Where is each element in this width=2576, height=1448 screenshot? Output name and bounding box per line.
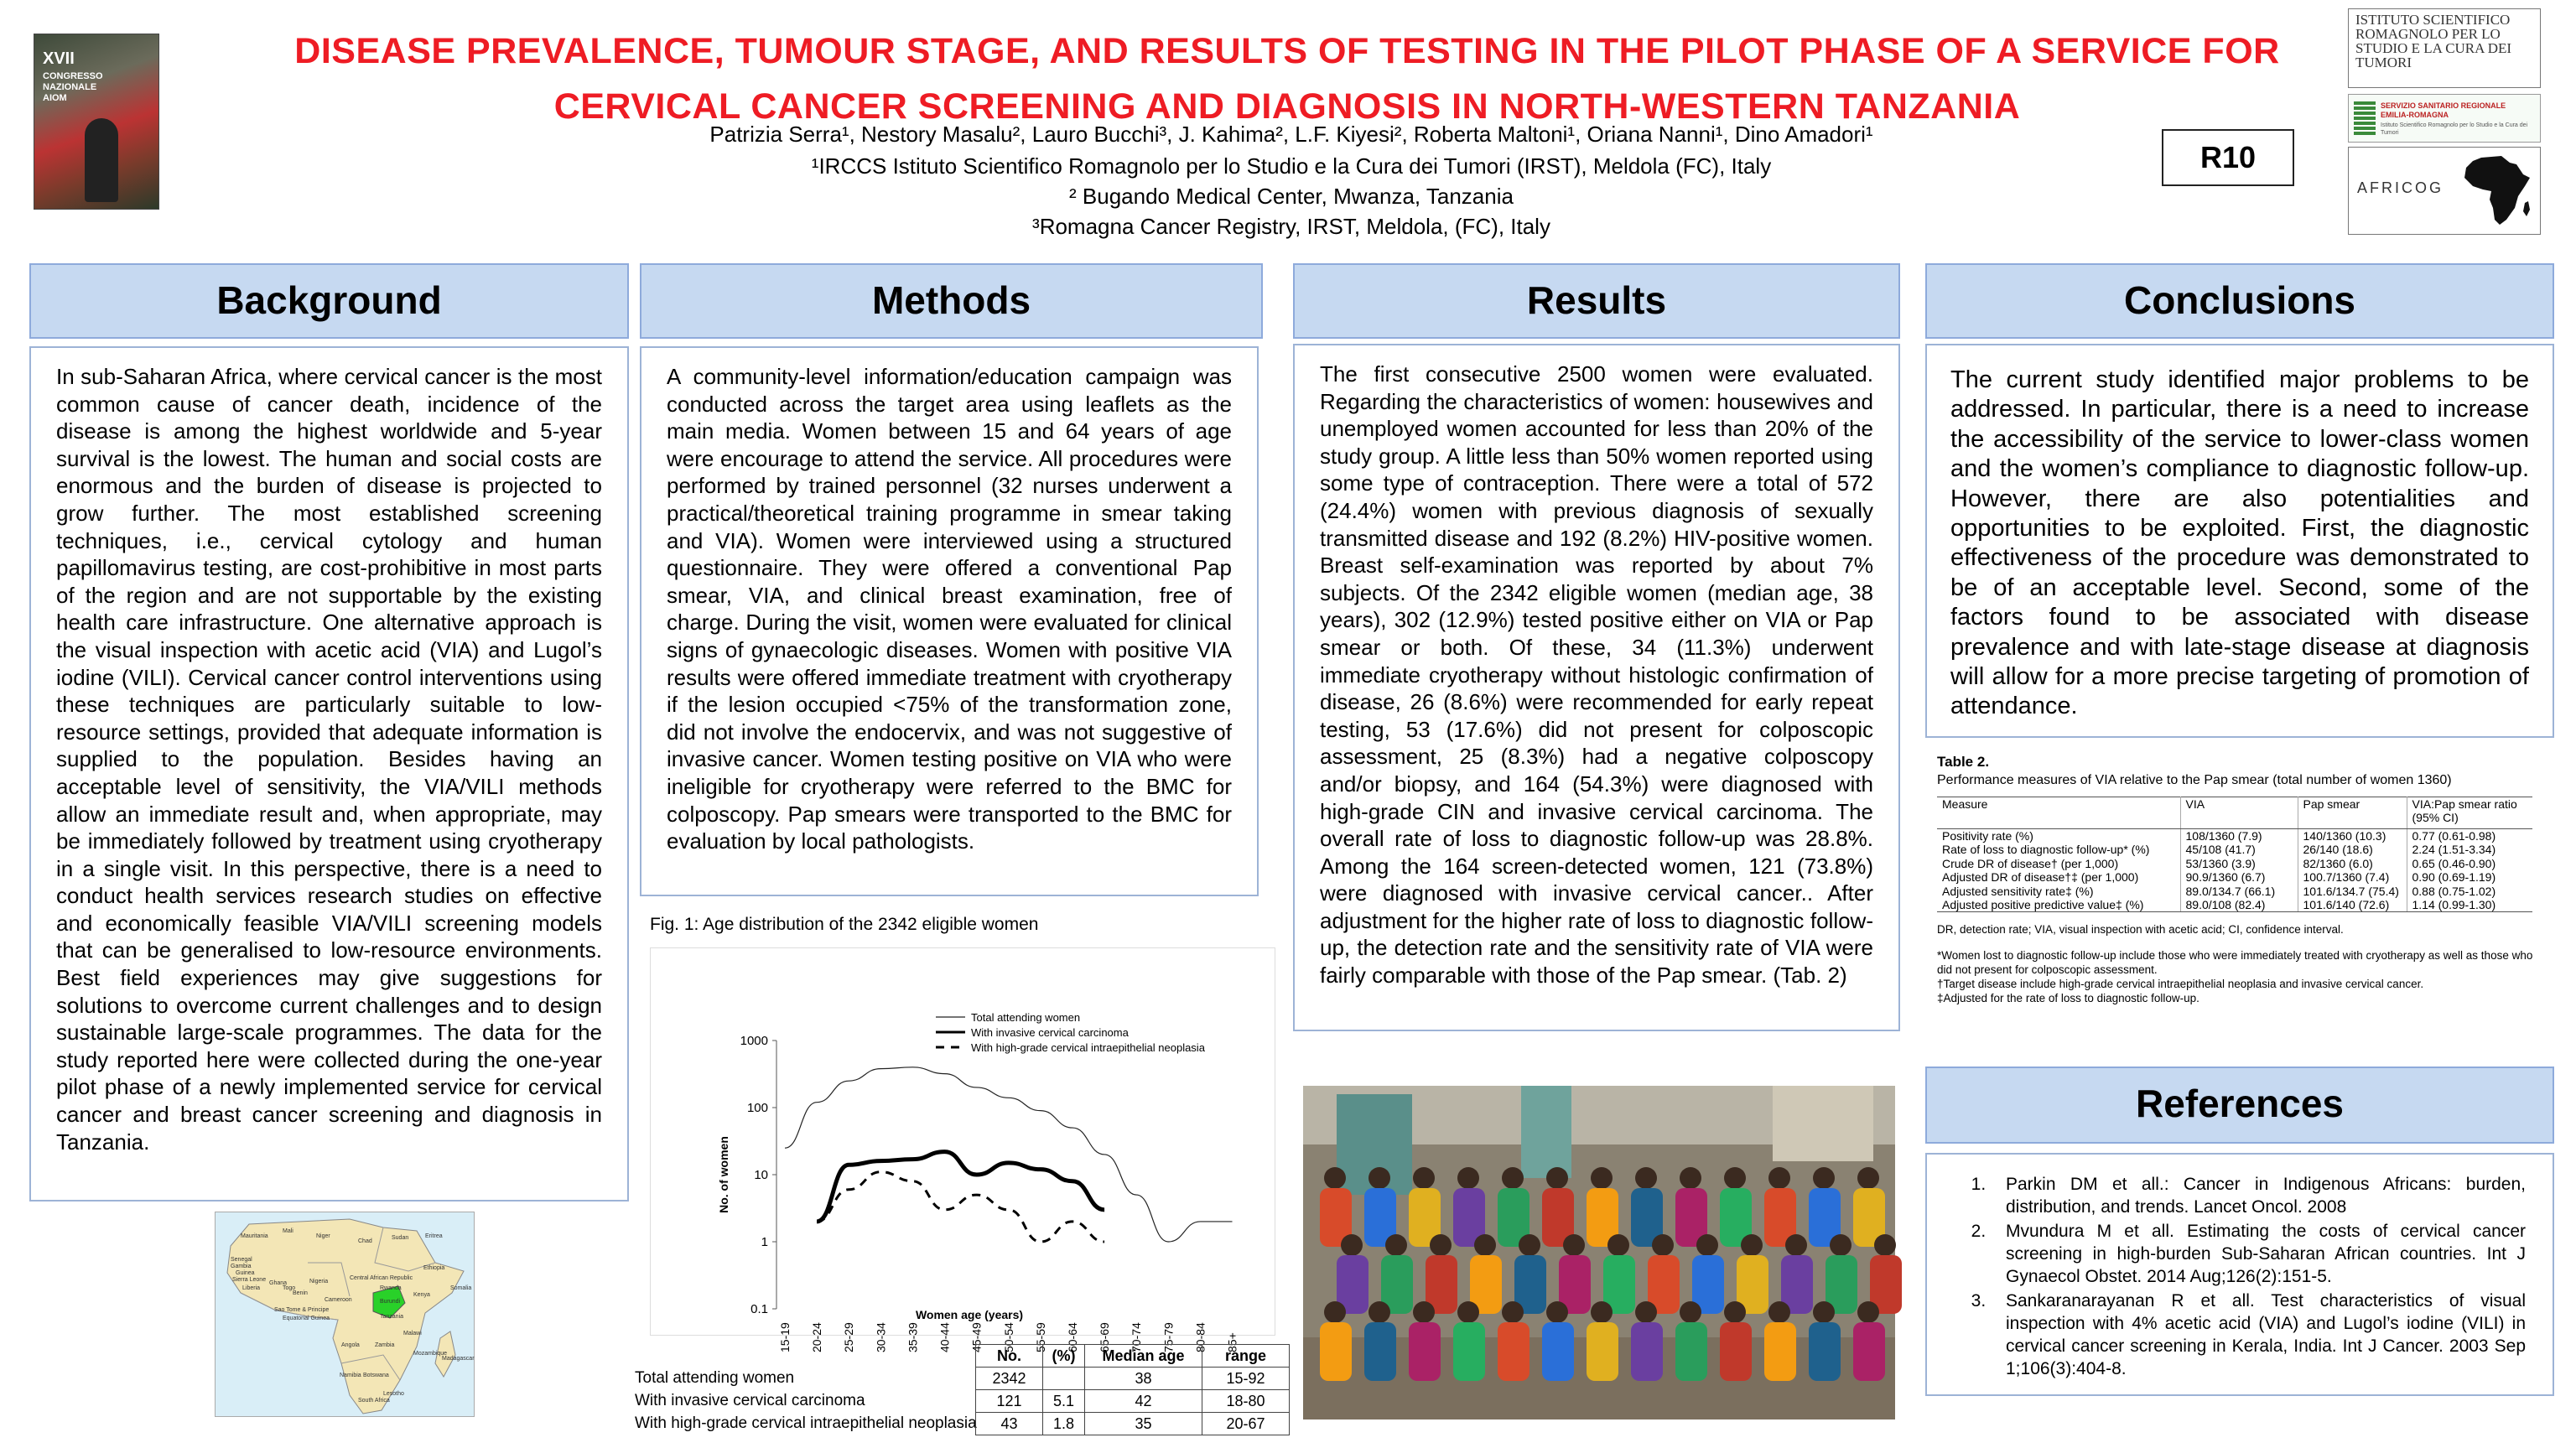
table-cell: 53/1360 (3.9)	[2180, 857, 2298, 870]
table-cell: 121	[976, 1390, 1043, 1413]
x-axis-label: Women age (years)	[915, 1308, 1024, 1321]
map-country-label: Malawi	[403, 1331, 422, 1336]
map-country-label: Togo	[283, 1285, 296, 1291]
map-country-label: Madagascar	[442, 1356, 475, 1362]
irst-logo	[2348, 8, 2541, 88]
chart-series	[785, 1067, 1233, 1242]
table-row	[1937, 870, 2532, 884]
africa-map-graphic	[216, 1212, 475, 1418]
table-cell: 89.0/108 (82.4)	[2180, 898, 2298, 912]
x-tick-label: 55-59	[1033, 1322, 1047, 1352]
table-header: VIA	[2180, 797, 2298, 829]
table-cell: 38	[1085, 1368, 1202, 1390]
map-country-label: Central African Republic	[350, 1275, 413, 1281]
map-country-label: Tanzania	[380, 1314, 404, 1320]
map-country-label: Lesotho	[383, 1391, 404, 1397]
table-cell: 43	[976, 1413, 1043, 1435]
poster-code-badge: R10	[2162, 129, 2294, 186]
table-cell: 100.7/1360 (7.4)	[2298, 870, 2407, 884]
table-cell: 82/1360 (6.0)	[2298, 857, 2407, 870]
x-tick-label: 75-79	[1161, 1322, 1176, 1352]
y-tick-label: 10	[754, 1168, 768, 1182]
x-tick-label: 50-54	[1001, 1322, 1015, 1352]
table-header: Measure	[1937, 797, 2180, 829]
table-cell	[1043, 1368, 1085, 1390]
map-country-label: Somalia	[450, 1285, 472, 1291]
table-cell: 35	[1085, 1413, 1202, 1435]
table-cell: 89.0/134.7 (66.1)	[2180, 885, 2298, 898]
table-header: Pap smear	[2298, 797, 2407, 829]
table-header: (%)	[1043, 1345, 1085, 1368]
y-tick-label: 1	[761, 1235, 768, 1249]
congress-thumb-figure	[85, 118, 118, 202]
table-cell: 0.90 (0.69-1.19)	[2412, 870, 2496, 885]
legend-entry: Total attending women	[971, 1011, 1081, 1024]
map-country-label: Chad	[358, 1238, 372, 1244]
background-text: In sub-Saharan Africa, where cervical cancer is the most common cause of cancer death, incidence of the disease is among the highest worldwide and 5-year survival is the lowest. The human and social costs are enormous and the burden of disease is projected to grow further. The most established screening techniques, i.e., cervical cytology and human papillomavirus testing, are cost-prohibitive in most parts of the region and are not supportable by the existing health care infrastructure. One alternative approach is the visual inspection with acetic acid (VIA) and Lugol’s iodine (VILI). Cervical cancer control interventions using these techniques are particularly suitable to low-resource settings, provided that adequate information is supplied to the population. Besides having an acceptable level of sensitivity, the VIA/VILI methods allow an immediate result and, when appropriate, may be immediately followed by treatment using cryotherapy in a single visit. In this perspective, there is a need to conduct health services research studies on effective and economically feasible VIA/VILI screening models that can be generalised to low-resource environments. Best field experiences may give suggestions for solutions to overcome current challenges and to design sustainable large-scale programmes. The data for the study reported here were collected during the one-year pilot phase of a newly implemented service for cervical cancer and breast cancer screening and diagnosis in Tanzania.	[29, 346, 629, 1201]
table2-performance-table	[1937, 797, 2532, 912]
table-cell: Crude DR of disease† (per 1,000)	[1937, 857, 2180, 870]
table-cell: 5.1	[1043, 1390, 1085, 1413]
map-country-label: Mozambique	[413, 1351, 448, 1357]
table-cell: Rate of loss to diagnostic follow-up* (%)	[1937, 843, 2180, 856]
table-cell: 0.65 (0.46-0.90)	[2412, 856, 2496, 870]
x-tick-label: 20-24	[810, 1322, 824, 1352]
map-country-label: Cameroon	[325, 1297, 352, 1303]
table-cell: 140/1360 (10.3)	[2298, 829, 2407, 843]
africog-logo	[2348, 147, 2541, 235]
chart-legend	[936, 1011, 1206, 1054]
table-cell: 101.6/140 (72.6)	[2298, 898, 2407, 912]
figure1-table-row-label: With high-grade cervical intraepithelial neoplasia	[635, 1414, 977, 1432]
table-row	[1937, 857, 2532, 870]
map-country-label: Equatorial Guinea	[283, 1316, 330, 1321]
map-country-label: Kenya	[413, 1292, 430, 1298]
figure1-caption: Fig. 1: Age distribution of the 2342 eligible women	[650, 915, 1039, 934]
figure1-table-row-label: Total attending women	[635, 1369, 795, 1387]
conclusions-text: The current study identified major problems to be addressed. In particular, there is a need to increase the accessibility of the service to lower-class women and the women’s compliance to diagnostic follow-up. However, there are also potentialities and opportunities to be exploited. First, the diagnostic effectiveness of the procedure was demonstrated to be of an acceptable level. Second, some of the factors found to be associated with disease prevalence and with late-stage disease at diagnosis will allow for a more precise targeting of promotion of attendance.	[1925, 344, 2554, 738]
y-tick-label: 0.1	[750, 1302, 768, 1316]
map-country-label: Mali	[283, 1228, 293, 1234]
map-country-label: Namibia	[340, 1373, 361, 1378]
map-country-label: Liberia	[242, 1285, 261, 1291]
x-tick-label: 80-84	[1193, 1322, 1208, 1352]
table-cell: Adjusted positive predictive value‡ (%)	[1937, 898, 2180, 912]
table-cell: 45/108 (41.7)	[2180, 843, 2298, 856]
table2-panel	[1929, 748, 2554, 1020]
map-country-label: Niger	[316, 1233, 330, 1239]
table-cell: Positivity rate (%)	[1937, 829, 2180, 843]
table-cell: 0.88 (0.75-1.02)	[2412, 884, 2496, 898]
x-tick-label: 25-29	[842, 1322, 856, 1352]
y-tick-label: 1000	[740, 1034, 768, 1048]
map-country-label: Senegal	[231, 1257, 252, 1263]
figure1-summary-table	[975, 1344, 1290, 1435]
table-row	[976, 1413, 1290, 1435]
references-heading: References	[1925, 1067, 2554, 1144]
table-cell: 0.77 (0.61-0.98)	[2412, 829, 2496, 843]
results-heading: Results	[1293, 263, 1900, 339]
reference-item: 2. Mvundura M et all. Estimating the costs of cervical cancer screening in high-burden Sub-Saharan African countries. Int J Gynaecol Obstet. 2014 Aug;126(2):151-5.	[1991, 1220, 2526, 1288]
table-row	[1937, 843, 2532, 856]
table-cell: 26/140 (18.6)	[2298, 843, 2407, 856]
table-cell: 1.14 (0.99-1.30)	[2407, 898, 2532, 912]
x-tick-label: 65-69	[1098, 1322, 1112, 1352]
ssr-emilia-romagna-logo	[2348, 94, 2541, 143]
table-header: Median age	[1085, 1345, 1202, 1368]
x-tick-label: 60-64	[1065, 1322, 1079, 1352]
table-header: No.	[976, 1345, 1043, 1368]
map-country-label: Ethiopia	[423, 1265, 445, 1271]
congress-thumb-edition: XVII	[43, 49, 75, 68]
table-cell: 90.9/1360 (6.7)	[2180, 870, 2298, 884]
x-tick-label: 40-44	[937, 1322, 952, 1352]
map-country-label: South Africa	[358, 1398, 390, 1404]
x-tick-label: 30-34	[874, 1322, 888, 1352]
table2-note-abbrev: DR, detection rate; VIA, visual inspection with acetic acid; CI, confidence interval.	[1937, 923, 2344, 937]
legend-entry: With invasive cervical carcinoma	[971, 1026, 1129, 1039]
x-tick-label: 45-49	[969, 1322, 984, 1352]
map-country-label: Nigeria	[309, 1279, 329, 1285]
table2-footnotes	[1937, 922, 2541, 1005]
map-country-label: Eritrea	[425, 1233, 443, 1239]
table-cell: 20-67	[1202, 1413, 1290, 1435]
map-country-label: Rwanda	[380, 1285, 402, 1291]
table-cell: 2.24 (1.51-3.34)	[2412, 843, 2496, 857]
clinic-waiting-women-photo	[1303, 1086, 1895, 1419]
chart-axes	[717, 1034, 1239, 1352]
africa-map	[215, 1212, 475, 1417]
table-cell: 2342	[976, 1368, 1043, 1390]
table-cell: Adjusted sensitivity rate‡ (%)	[1937, 885, 2180, 898]
table-cell: 15-92	[1202, 1368, 1290, 1390]
ssr-logo-text: SERVIZIO SANITARIO REGIONALE EMILIA-ROMAGNA	[2381, 101, 2506, 119]
table-row	[1937, 829, 2532, 843]
table-row	[976, 1368, 1290, 1390]
map-country-label: Botswana	[363, 1373, 389, 1378]
x-tick-label: 70-74	[1130, 1322, 1144, 1352]
reference-item: 3. Sankaranarayanan R et all. Test characteristics of visual inspection with 4% acetic acid (VIA) and Lugol’s iodine (VILI) in cervical cancer screening in Kerala, India. Int J Cancer. 2003 Sep 1;106(3):404-8.	[1991, 1290, 2526, 1380]
reference-item: 1. Parkin DM et all.: Cancer in Indigenous Africans: burden, distribution, and trends. Lancet Oncol. 2008	[1991, 1173, 2526, 1218]
figure1-chart-frame	[650, 947, 1275, 1352]
methods-heading: Methods	[640, 263, 1263, 339]
figure1-table-row-labels	[635, 1367, 977, 1435]
map-country-label: Angola	[341, 1342, 360, 1348]
table-row	[1937, 898, 2532, 912]
author-list: Patrizia Serra¹, Nestory Masalu², Lauro Bucchi³, J. Kahima², L.F. Kiyesi², Roberta Maltoni¹, Oriana Nanni¹, Dino Amadori¹	[709, 122, 1873, 147]
methods-text: A community-level information/education campaign was conducted across the target area using leaflets as the main media. Women between 15 and 64 years of age were encourage to attend the service. All procedures were performed by trained personnel (32 nurses underwent a practical/theoretical training programme in smear taking and VIA). Women were interviewed using a structured questionnaire. They were offered a conventional Pap smear, VIA, and clinical breast examination, free of charge. During the visit, women were evaluated for clinical signs of gynaecologic diseases. Women with positive VIA results were offered immediate treatment with cryotherapy if the lesion occupied <75% of the transformation zone, did not involve the endocervix, and was not suggestive of invasive cancer. Women testing positive on VIA who were ineligible for cryotherapy were referred to the BMC for colposcopy. Pap smears were transported to the BMC for evaluation by local pathologists.	[640, 346, 1259, 896]
x-tick-label: 85+	[1225, 1332, 1239, 1352]
photo-illustration	[1303, 1086, 1895, 1419]
table-header: range	[1202, 1345, 1290, 1368]
table-row	[1937, 885, 2532, 898]
map-country-label: Mauritania	[241, 1233, 268, 1239]
legend-entry: With high-grade cervical intraepithelial neoplasia	[971, 1041, 1205, 1054]
affiliation-1: ¹IRCCS Istituto Scientifico Romagnolo per lo Studio e la Cura dei Tumori (IRST), Meldola (FC), Italy	[811, 153, 1772, 179]
map-country-label: Gambia	[231, 1264, 252, 1269]
results-text: The first consecutive 2500 women were evaluated. Regarding the characteristics of women: housewives and unemployed women accounted for less than 20% of the study group. A little less than 50% women reported using some type of contraception. There were a total of 572 (24.4%) women with previous diagnosis of sexually transmitted disease and 192 (8.2%) HIV-positive women. Breast self-examination was reported by about 7% subjects. Of the 2342 eligible women (median age, 38 years), 302 (12.9%) tested positive either on VIA or Pap smear or both. Of these, 34 (11.3%) underwent immediate cryotherapy without histologic confirmation of disease, 26 (8.6%) were recommended for early repeat testing, 53 (17.6%) did not present for colposcopic assessment, 25 (8.3%) had a negative colposcopy and/or biopsy, and 164 (54.3%) were diagnosed with high-grade CIN and invasive cervical carcinoma. The overall rate of loss to diagnostic follow-up was 28.8%. Among the 164 screen-detected women, 121 (73.8%) were diagnosed with invasive cervical cancer.. After adjustment for the higher rate of loss to diagnostic follow-up, the detection rate and the sensitivity rate of VIA were fairly comparable with those of the Pap smear. (Tab. 2)	[1293, 344, 1900, 1031]
table2-subtitle: Performance measures of VIA relative to the Pap smear (total number of women 1360)	[1937, 773, 2452, 787]
table-cell: Adjusted DR of disease†‡ (per 1,000)	[1937, 870, 2180, 884]
series-line-2	[817, 1172, 1104, 1242]
africog-logo-text: AFRICOG	[2357, 179, 2444, 196]
affiliation-3: ³Romagna Cancer Registry, IRST, Meldola, (FC), Italy	[1032, 214, 1550, 239]
irst-logo-text: ISTITUTO SCIENTIFICO ROMAGNOLO PER LO STUDIO E LA CURA DEI TUMORI	[2355, 12, 2512, 70]
table-header: VIA:Pap smear ratio (95% CI)	[2407, 797, 2532, 829]
map-country-label: Sierra Leone	[232, 1277, 267, 1283]
map-country-label: Sudan	[392, 1235, 409, 1241]
affiliation-2: ² Bugando Medical Center, Mwanza, Tanzania	[1069, 184, 1514, 209]
table-cell: 42	[1085, 1390, 1202, 1413]
series-line-1	[817, 1152, 1104, 1222]
conclusions-heading: Conclusions	[1925, 263, 2554, 339]
map-country-label: Sao Tome & Principe	[274, 1307, 330, 1313]
background-heading: Background	[29, 263, 629, 339]
ssr-logo-mark	[2354, 101, 2376, 135]
table2-note-3: ‡Adjusted for the rate of loss to diagnostic follow-up.	[1937, 992, 2199, 1005]
map-country-label: Zambia	[375, 1342, 395, 1348]
y-tick-label: 100	[746, 1101, 768, 1115]
table-cell: 1.8	[1043, 1413, 1085, 1435]
x-tick-label: 15-19	[778, 1322, 792, 1352]
congress-thumb-name: CONGRESSO NAZIONALE AIOM	[43, 71, 103, 103]
poster-title: DISEASE PREVALENCE, TUMOUR STAGE, AND RESULTS OF TESTING IN THE PILOT PHASE OF A SERVICE FOR CERVICAL CANCER SCREENING AND DIAGNOSIS IN NORTH-WESTERN TANZANIA	[294, 31, 2280, 127]
congress-poster-thumbnail	[34, 34, 159, 210]
map-country-label: Guinea	[236, 1270, 255, 1276]
map-country-label: Ghana	[269, 1280, 288, 1286]
map-country-label: Benin	[293, 1290, 308, 1296]
references-list	[1925, 1153, 2554, 1396]
table2-note-1: *Women lost to diagnostic follow-up include those who were immediately treated with cryotherapy as well as those who did not present for colposcopic assessment.	[1937, 949, 2533, 977]
figure1-table-row-label: With invasive cervical carcinoma	[635, 1392, 865, 1409]
table2-title: Table 2.	[1937, 754, 1990, 770]
age-distribution-chart	[651, 948, 1276, 1352]
series-line-0	[785, 1067, 1233, 1242]
table-cell: 18-80	[1202, 1390, 1290, 1413]
ssr-logo-subtext: Istituto Scientifico Romagnolo per lo Studio e la Cura dei Tumori	[2381, 122, 2528, 136]
table-row	[976, 1390, 1290, 1413]
x-tick-label: 35-39	[906, 1322, 920, 1352]
table2-note-2: †Target disease include high-grade cervical intraepithelial neoplasia and invasive cervical cancer.	[1937, 978, 2424, 991]
table-cell: 108/1360 (7.9)	[2180, 829, 2298, 843]
map-country-label: Burundi	[380, 1299, 401, 1305]
y-axis-label: No. of women	[717, 1136, 730, 1213]
africa-continent-icon	[2458, 153, 2533, 228]
table-cell: 101.6/134.7 (75.4)	[2298, 885, 2407, 898]
